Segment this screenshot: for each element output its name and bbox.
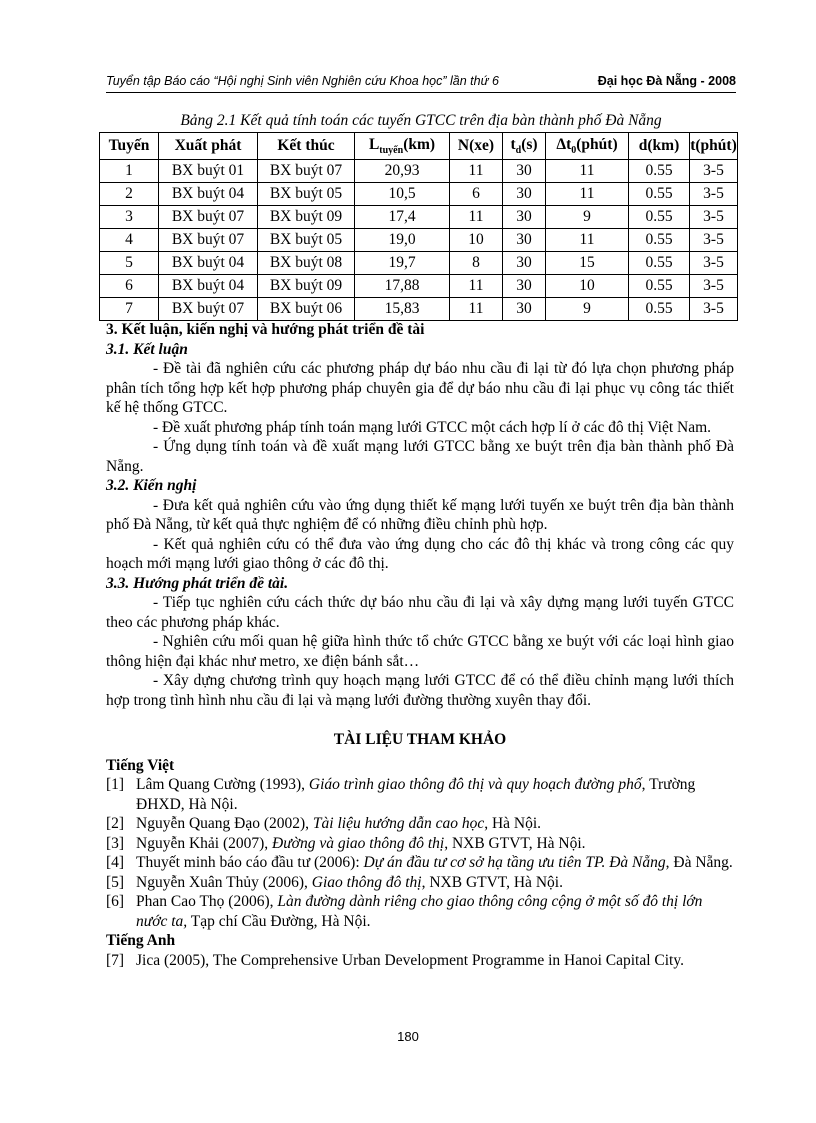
table-cell: 10 [546,275,629,298]
table-cell: BX buýt 05 [258,183,355,206]
paragraph: - Tiếp tục nghiên cứu cách thức dự báo nhu cầu đi lại và xây dựng mạng lưới tuyến GTCC theo các phương pháp khác. [106,594,734,631]
table-cell: 11 [450,160,503,183]
references-english-label: Tiếng Anh [106,932,176,949]
references-vietnamese-label: Tiếng Việt [106,756,175,774]
table-cell: BX buýt 04 [159,183,258,206]
table-row [100,160,738,183]
reference-item: [3] Nguyễn Khải (2007), Đường và giao thông đô thị, NXB GTVT, Hà Nội. [106,834,586,852]
table-cell: 17,4 [355,206,450,229]
section-3-1-heading: 3.1. Kết luận [106,340,188,358]
table-cell: BX buýt 07 [258,160,355,183]
table-cell: 11 [546,229,629,252]
header-university: Đại học Đà Nẵng - 2008 [597,74,736,88]
table-cell: 3-5 [690,206,738,229]
table-cell: 3-5 [690,298,738,321]
col-xuat-phat: Xuất phát [159,133,258,160]
col-delta-t: $\Delta t_0(phút)$ [546,133,629,160]
section-3-2-heading: 3.2. Kiến nghị [106,477,197,494]
table-cell: 0.55 [629,298,690,321]
table-cell: 11 [450,275,503,298]
table-cell: 30 [503,252,546,275]
table-cell: 6 [100,275,159,298]
table-cell: 11 [450,206,503,229]
table-cell: 0.55 [629,160,690,183]
table-header-row [100,133,738,160]
table-row [100,229,738,252]
table-cell: 30 [503,275,546,298]
paragraph: - Nghiên cứu mối quan hệ giữa hình thức tổ chức GTCC bằng xe buýt với các loại hình giao thông hiện đại khác như metro, xe điện bánh sắt… [106,633,734,670]
reference-item: [4] Thuyết minh báo cáo đầu tư (2006): Dự án đầu tư cơ sở hạ tầng ưu tiên TP. Đà Nẵng, Đà Nẵng. [106,854,733,871]
table-cell: 3-5 [690,275,738,298]
table-cell: 19,0 [355,229,450,252]
table-cell: 5 [100,252,159,275]
table-cell: 0.55 [629,275,690,298]
table-cell: BX buýt 07 [159,206,258,229]
table-cell: 4 [100,229,159,252]
paragraph: - Kết quả nghiên cứu có thể đưa vào ứng dụng cho các đô thị khác và trong công các quy hoạch mới mạng lưới giao thông ở các đô thị. [106,535,734,572]
table-cell: 0.55 [629,206,690,229]
table-cell: 20,93 [355,160,450,183]
table-cell: 7 [100,298,159,321]
reference-item: [5] Nguyễn Xuân Thủy (2006), Giao thông đô thị, NXB GTVT, Hà Nội. [106,873,563,891]
section-3-3-heading: 3.3. Hướng phát triển đề tài. [106,574,289,592]
table-cell: BX buýt 04 [159,252,258,275]
table-cell: 17,88 [355,275,450,298]
table-cell: 3 [100,206,159,229]
col-td: $t_d(s)$ [503,133,546,160]
table-cell: 30 [503,229,546,252]
table-cell: 0.55 [629,229,690,252]
table-cell: 11 [450,298,503,321]
col-tuyen: Tuyến [100,133,159,160]
table-cell: 11 [546,160,629,183]
table-cell: 3-5 [690,229,738,252]
col-n-xe: N(xe) [450,133,503,160]
table-cell: BX buýt 09 [258,206,355,229]
table-cell: 8 [450,252,503,275]
table-cell: 9 [546,206,629,229]
table-cell: 3-5 [690,252,738,275]
table-row [100,298,738,321]
table-cell: BX buýt 04 [159,275,258,298]
table-cell: 2 [100,183,159,206]
references-heading: TÀI LIỆU THAM KHẢO [333,731,507,748]
table-cell: 9 [546,298,629,321]
table-cell: 15,83 [355,298,450,321]
table-cell: 19,7 [355,252,450,275]
col-ket-thuc: Kết thúc [258,133,355,160]
header-divider [106,92,736,93]
paragraph: - Ứng dụng tính toán và đề xuất mạng lưới GTCC bằng xe buýt trên địa bàn thành phố Đà Nẵng. [106,438,734,475]
paragraph: - Đưa kết quả nghiên cứu vào ứng dụng thiết kế mạng lưới tuyến xe buýt trên địa bàn thành phố Đà Nẵng, từ kết quả thực nghiệm để có những điều chỉnh phù hợp. [106,496,734,533]
table-cell: 6 [450,183,503,206]
header-conference-title: Tuyển tập Báo cáo “Hội nghị Sinh viên Nghiên cứu Khoa học” lần thứ 6 [106,74,499,88]
table-cell: 15 [546,252,629,275]
table-cell: 30 [503,183,546,206]
table-caption: Bảng 2.1 Kết quả tính toán các tuyến GTCC trên địa bàn thành phố Đà Nẵng [180,112,662,129]
table-cell: 30 [503,298,546,321]
col-length: $L_{tuyến}(km)$ [355,133,450,160]
reference-item: [2] Nguyễn Quang Đạo (2002), Tài liệu hướng dẫn cao học, Hà Nội. [106,815,542,832]
table-cell: BX buýt 07 [159,298,258,321]
table-row [100,275,738,298]
reference-item: [1] Lâm Quang Cường (1993), Giáo trình giao thông đô thị và quy hoạch đường phố, Trường ĐHXD, Hà Nội. [106,776,696,813]
table-row [100,183,738,206]
col-t-phut: t(phút) [690,133,738,160]
table-cell: BX buýt 08 [258,252,355,275]
page-number: 180 [397,1029,419,1044]
reference-item: [7] Jica (2005), The Comprehensive Urban Development Programme in Hanoi Capital City. [106,951,684,969]
table-cell: BX buýt 06 [258,298,355,321]
paragraph: - Xây dựng chương trình quy hoạch mạng lưới GTCC để có thể điều chỉnh mạng lưới thích hợp trong tình hình nhu cầu đi lại và mạng lưới đường thường xuyên thay đổi. [106,672,734,709]
table-cell: 1 [100,160,159,183]
paragraph: - Đề tài đã nghiên cứu các phương pháp dự báo nhu cầu đi lại từ đó lựa chọn phương pháp phân tích tổng hợp kết hợp phương pháp chuyên gia để dự báo nhu cầu đi lại phục vụ công tác thiết kế hệ thống GTCC. [106,360,734,416]
table-cell: 0.55 [629,252,690,275]
table-cell: BX buýt 01 [159,160,258,183]
running-header [106,74,736,88]
table-cell: BX buýt 05 [258,229,355,252]
table-cell: 10,5 [355,183,450,206]
body-content [106,320,734,970]
table-row [100,252,738,275]
reference-item: [6] Phan Cao Thọ (2006), Làn đường dành riêng cho giao thông công cộng ở một số đô thị lớn nước ta, Tạp chí Cầu Đường, Hà Nội. [106,893,703,930]
table-cell: 0.55 [629,183,690,206]
section-3-heading: 3. Kết luận, kiến nghị và hướng phát triển đề tài [106,321,425,338]
table-cell: BX buýt 07 [159,229,258,252]
table-row [100,206,738,229]
col-d-km: d(km) [629,133,690,160]
table-cell: 30 [503,206,546,229]
table-cell: 30 [503,160,546,183]
table-cell: BX buýt 09 [258,275,355,298]
table-cell: 10 [450,229,503,252]
table-cell: 3-5 [690,183,738,206]
table-cell: 11 [546,183,629,206]
paragraph: - Đề xuất phương pháp tính toán mạng lưới GTCC một cách hợp lí ở các đô thị Việt Nam. [153,418,712,436]
table-cell: 3-5 [690,160,738,183]
results-table [99,132,738,321]
